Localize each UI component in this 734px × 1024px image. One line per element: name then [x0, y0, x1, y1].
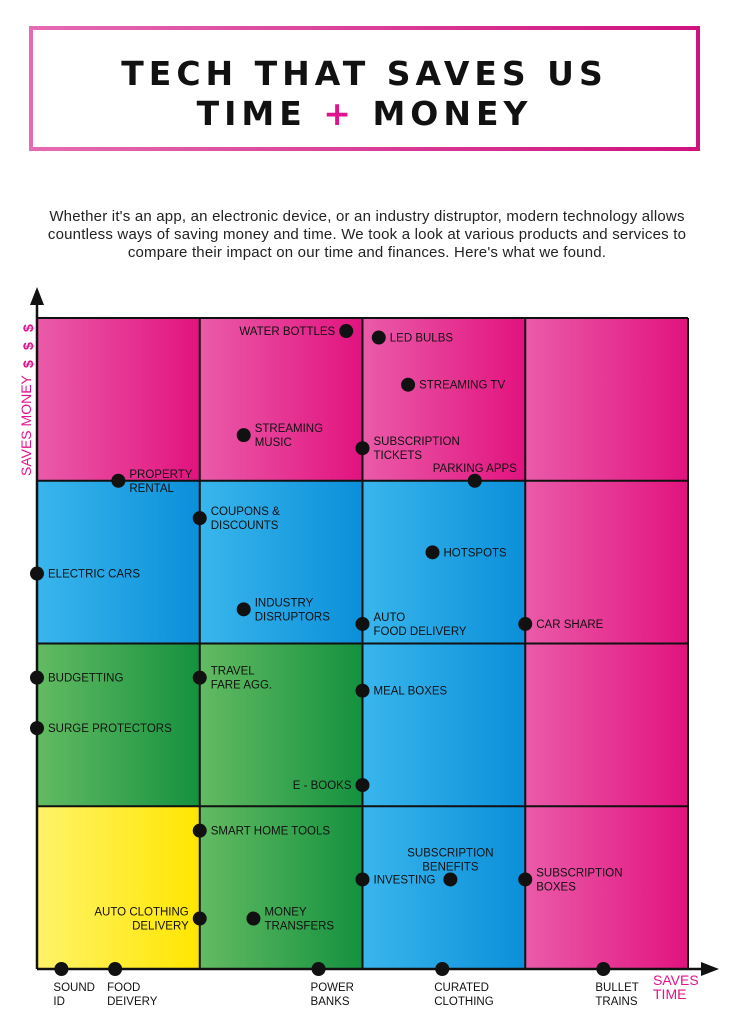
- point-label: INVESTING: [373, 874, 436, 887]
- point-label: FOOD DEIVERY: [107, 982, 158, 1008]
- point-marker: [401, 378, 415, 392]
- point-label: LED BULBS: [389, 332, 454, 345]
- point-marker: [518, 872, 532, 886]
- point-label: INDUSTRY DISRUPTORS: [254, 597, 330, 624]
- y-axis-dollar-marker: $: [20, 324, 36, 332]
- point-label: SUBSCRIPTION TICKETS: [373, 436, 460, 463]
- point-marker: [30, 721, 44, 735]
- point-marker: [30, 567, 44, 581]
- grid-cell-r3-c0: [37, 806, 200, 969]
- grid-cell-r0-c3: [525, 318, 688, 481]
- point-label: MONEY TRANSFERS: [264, 906, 335, 933]
- title-line-1: TECH THAT SAVES US: [121, 54, 608, 93]
- point-label: STREAMING MUSIC: [254, 423, 324, 450]
- point-marker: [193, 824, 207, 838]
- point-label: BULLET TRAINS: [595, 982, 639, 1008]
- point-marker: [30, 671, 44, 685]
- grid-cell-r2-c3: [525, 644, 688, 807]
- point-marker: [356, 441, 370, 455]
- point-marker: [356, 617, 370, 631]
- point-marker: [193, 511, 207, 525]
- point-marker: [425, 545, 439, 559]
- title-plus: +: [323, 94, 356, 133]
- point-marker: [237, 602, 251, 616]
- point-marker: [193, 671, 207, 685]
- y-axis-arrow: [30, 287, 44, 305]
- point-label: COUPONS & DISCOUNTS: [210, 506, 280, 533]
- point-marker: [108, 962, 122, 976]
- intro-text: Whether it's an app, an electronic device, or an industry distruptor, modern technology allows countless ways of saving money and time. We took a look at various products and services to compare their impact on our time and finances. Here's what we found.: [47, 208, 687, 261]
- point-marker: [518, 617, 532, 631]
- point-label: PARKING APPS: [432, 462, 517, 475]
- point-label: WATER BOTTLES: [239, 326, 336, 339]
- grid-cell-r2-c2: [363, 644, 526, 807]
- grid-cell-r1-c0: [37, 481, 200, 644]
- grid-cell-r0-c0: [37, 318, 200, 481]
- y-axis-dollar-marker: $: [20, 342, 36, 350]
- point-label: E - BOOKS: [292, 780, 352, 793]
- title-money: MONEY: [372, 94, 533, 133]
- point-marker: [193, 912, 207, 926]
- point-marker: [356, 778, 370, 792]
- y-axis-label: SAVES MONEY: [18, 375, 34, 476]
- point-label: MEAL BOXES: [373, 685, 448, 698]
- x-axis-arrow: [701, 962, 719, 976]
- point-marker: [372, 331, 386, 345]
- point-marker: [435, 962, 449, 976]
- y-axis-dollar-marker: $: [20, 360, 36, 368]
- point-label: TRAVEL FARE AGG.: [210, 665, 273, 692]
- point-label: SUBSCRIPTION BENEFITS: [407, 847, 494, 874]
- point-marker: [54, 962, 68, 976]
- point-marker: [111, 474, 125, 488]
- point-label: AUTO CLOTHING DELIVERY: [94, 906, 189, 933]
- point-label: SUBSCRIPTION BOXES: [536, 867, 623, 894]
- point-label: CURATED CLOTHING: [434, 982, 494, 1008]
- point-label: PROPERTY RENTAL: [129, 468, 193, 495]
- point-label: AUTO FOOD DELIVERY: [373, 611, 467, 638]
- point-label: POWER BANKS: [310, 982, 355, 1008]
- point-marker: [443, 872, 457, 886]
- point-label: CAR SHARE: [536, 618, 604, 631]
- point-label: SURGE PROTECTORS: [48, 723, 172, 736]
- point-label: STREAMING TV: [419, 379, 506, 392]
- point-label: SMART HOME TOOLS: [210, 825, 331, 838]
- point-marker: [237, 428, 251, 442]
- point-marker: [356, 872, 370, 886]
- point-label: HOTSPOTS: [443, 547, 507, 560]
- point-marker: [468, 474, 482, 488]
- point-marker: [339, 324, 353, 338]
- grid-cell-r0-c1: [200, 318, 363, 481]
- grid-cell-r3-c2: [363, 806, 526, 969]
- point-marker: [312, 962, 326, 976]
- point-label: SOUND ID: [53, 982, 95, 1008]
- point-label: ELECTRIC CARS: [48, 568, 141, 581]
- point-marker: [246, 912, 260, 926]
- title-time: TIME: [196, 94, 307, 133]
- x-axis-label: SAVES TIME: [653, 972, 699, 1002]
- point-label: BUDGETTING: [48, 672, 124, 685]
- point-marker: [356, 684, 370, 698]
- point-marker: [596, 962, 610, 976]
